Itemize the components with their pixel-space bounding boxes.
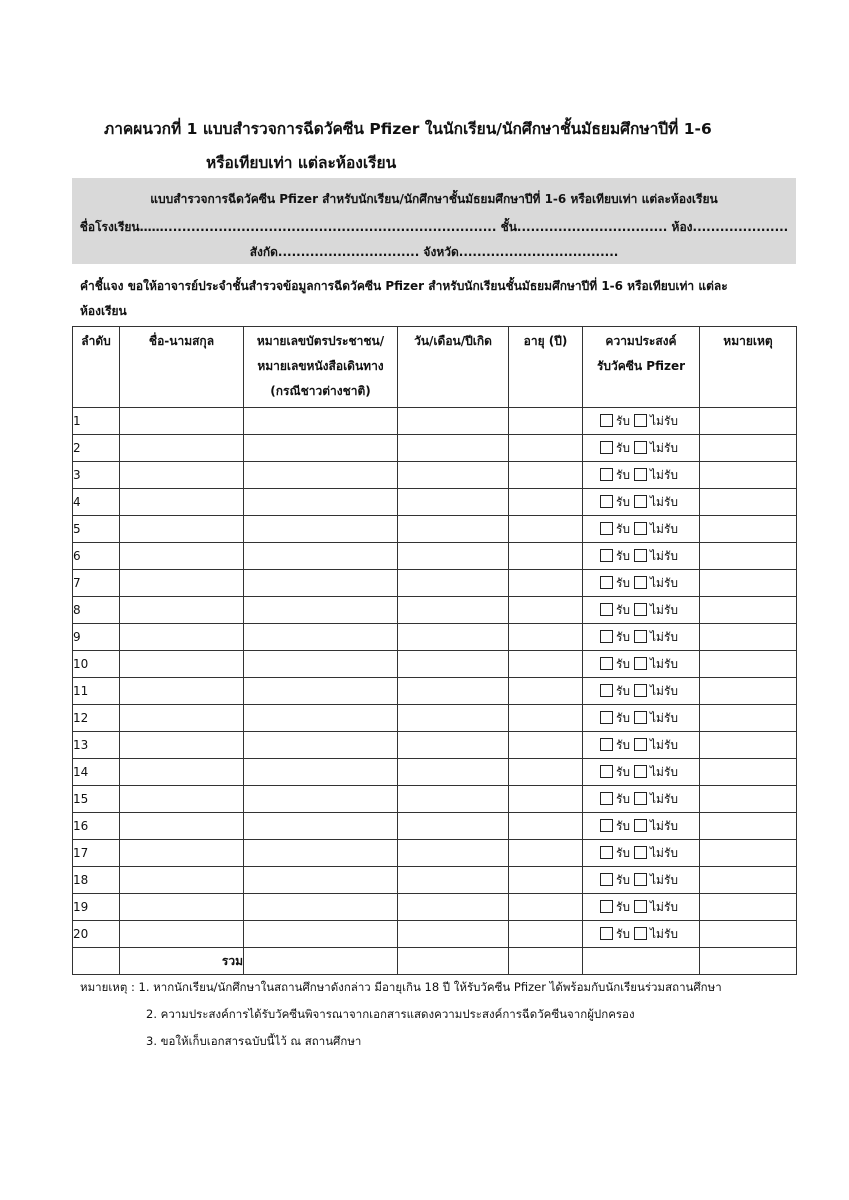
- name-cell[interactable]: [120, 624, 244, 651]
- consent-cell: [583, 570, 700, 597]
- accept-label: รับ: [615, 548, 631, 563]
- dob-cell[interactable]: [398, 813, 509, 840]
- accept-label: รับ: [615, 872, 631, 887]
- table-row: [73, 435, 797, 462]
- id-cell[interactable]: [244, 489, 398, 516]
- accept-checkbox[interactable]: [600, 576, 613, 589]
- survey-table: [72, 326, 797, 975]
- dob-cell[interactable]: [398, 435, 509, 462]
- consent-cell: [583, 651, 700, 678]
- dob-cell[interactable]: [398, 651, 509, 678]
- decline-label: ไม่รับ: [650, 737, 679, 752]
- consent-cell: [583, 408, 700, 435]
- decline-checkbox[interactable]: [634, 657, 647, 670]
- consent-cell: [583, 894, 700, 921]
- accept-checkbox[interactable]: [600, 765, 613, 778]
- dob-cell[interactable]: [398, 705, 509, 732]
- consent-cell: [583, 921, 700, 948]
- age-cell[interactable]: [509, 867, 583, 894]
- page-title: ภาคผนวกที่ 1 แบบสำรวจการฉีดวัคซีน Pfizer ในนักเรียน/นักศึกษาชั้นมัธยมศึกษาปีที่ 1-6: [104, 120, 712, 138]
- table-row: [73, 489, 797, 516]
- dob-cell[interactable]: [398, 840, 509, 867]
- id-cell[interactable]: [244, 543, 398, 570]
- row-number: 11: [73, 678, 120, 705]
- name-cell[interactable]: [120, 813, 244, 840]
- accept-checkbox[interactable]: [600, 495, 613, 508]
- decline-checkbox[interactable]: [634, 603, 647, 616]
- row-number: 8: [73, 597, 120, 624]
- consent-cell: [583, 759, 700, 786]
- dob-cell[interactable]: [398, 570, 509, 597]
- age-cell[interactable]: [509, 651, 583, 678]
- consent-cell: [583, 813, 700, 840]
- header-dob: วัน/เดือน/ปีเกิด: [398, 327, 509, 408]
- header-id-line2: หมายเลขหนังสือเดินทาง: [257, 359, 384, 373]
- accept-checkbox[interactable]: [600, 846, 613, 859]
- name-cell[interactable]: [120, 543, 244, 570]
- age-cell[interactable]: [509, 462, 583, 489]
- decline-label: ไม่รับ: [650, 845, 679, 860]
- remark-cell[interactable]: [700, 921, 797, 948]
- decline-label: ไม่รับ: [650, 710, 679, 725]
- accept-label: รับ: [615, 575, 631, 590]
- accept-label: รับ: [615, 683, 631, 698]
- age-cell[interactable]: [509, 759, 583, 786]
- table-row: [73, 705, 797, 732]
- remark-cell[interactable]: [700, 435, 797, 462]
- id-cell[interactable]: [244, 624, 398, 651]
- name-cell[interactable]: [120, 516, 244, 543]
- remark-cell[interactable]: [700, 462, 797, 489]
- accept-checkbox[interactable]: [600, 603, 613, 616]
- decline-checkbox[interactable]: [634, 495, 647, 508]
- note-1: หมายเหตุ : 1. หากนักเรียน/นักศึกษาในสถานศึกษาดังกล่าว มีอายุเกิน 18 ปี ให้รับวัคซีน Pfizer ได้พร้อมกับนักเรียนร่วมสถานศึกษา: [80, 980, 722, 994]
- decline-checkbox[interactable]: [634, 738, 647, 751]
- row-number: 16: [73, 813, 120, 840]
- row-number: 10: [73, 651, 120, 678]
- total-age-cell: [509, 948, 583, 975]
- remark-cell[interactable]: [700, 678, 797, 705]
- age-cell[interactable]: [509, 597, 583, 624]
- accept-label: รับ: [615, 440, 631, 455]
- notes-section: [80, 974, 722, 1055]
- age-cell[interactable]: [509, 543, 583, 570]
- dob-cell[interactable]: [398, 678, 509, 705]
- name-cell[interactable]: [120, 705, 244, 732]
- consent-cell: [583, 678, 700, 705]
- name-cell[interactable]: [120, 678, 244, 705]
- table-row: [73, 543, 797, 570]
- id-cell[interactable]: [244, 759, 398, 786]
- decline-checkbox[interactable]: [634, 819, 647, 832]
- dob-cell[interactable]: [398, 543, 509, 570]
- id-cell[interactable]: [244, 597, 398, 624]
- id-cell[interactable]: [244, 435, 398, 462]
- total-dob-cell: [398, 948, 509, 975]
- row-number: 9: [73, 624, 120, 651]
- accept-checkbox[interactable]: [600, 657, 613, 670]
- id-cell[interactable]: [244, 813, 398, 840]
- total-row: [73, 948, 797, 975]
- accept-checkbox[interactable]: [600, 441, 613, 454]
- remark-cell[interactable]: [700, 786, 797, 813]
- id-cell[interactable]: [244, 462, 398, 489]
- remark-cell[interactable]: [700, 813, 797, 840]
- consent-cell: [583, 489, 700, 516]
- remark-cell[interactable]: [700, 570, 797, 597]
- accept-label: รับ: [615, 764, 631, 779]
- accept-checkbox[interactable]: [600, 873, 613, 886]
- consent-cell: [583, 624, 700, 651]
- header-id: [244, 327, 398, 408]
- accept-checkbox[interactable]: [600, 900, 613, 913]
- decline-label: ไม่รับ: [650, 791, 679, 806]
- id-cell[interactable]: [244, 678, 398, 705]
- name-cell[interactable]: [120, 489, 244, 516]
- consent-cell: [583, 705, 700, 732]
- accept-label: รับ: [615, 845, 631, 860]
- row-number: 20: [73, 921, 120, 948]
- accept-checkbox[interactable]: [600, 684, 613, 697]
- id-cell[interactable]: [244, 651, 398, 678]
- id-cell[interactable]: [244, 786, 398, 813]
- decline-checkbox[interactable]: [634, 684, 647, 697]
- accept-checkbox[interactable]: [600, 927, 613, 940]
- remark-cell[interactable]: [700, 894, 797, 921]
- accept-label: รับ: [615, 602, 631, 617]
- age-cell[interactable]: [509, 408, 583, 435]
- header-no: ลำดับ: [73, 327, 120, 408]
- id-cell[interactable]: [244, 516, 398, 543]
- dob-cell[interactable]: [398, 516, 509, 543]
- consent-cell: [583, 867, 700, 894]
- decline-checkbox[interactable]: [634, 900, 647, 913]
- decline-label: ไม่รับ: [650, 926, 679, 941]
- decline-checkbox[interactable]: [634, 522, 647, 535]
- header-id-line1: หมายเลขบัตรประชาชน/: [256, 334, 385, 348]
- name-cell[interactable]: [120, 786, 244, 813]
- name-cell[interactable]: [120, 597, 244, 624]
- table-row: [73, 516, 797, 543]
- table-row: [73, 624, 797, 651]
- id-cell[interactable]: [244, 867, 398, 894]
- dob-cell[interactable]: [398, 624, 509, 651]
- age-cell[interactable]: [509, 570, 583, 597]
- consent-cell: [583, 543, 700, 570]
- age-cell[interactable]: [509, 678, 583, 705]
- accept-label: รับ: [615, 413, 631, 428]
- accept-checkbox[interactable]: [600, 630, 613, 643]
- decline-checkbox[interactable]: [634, 630, 647, 643]
- row-number: 4: [73, 489, 120, 516]
- table-row: [73, 651, 797, 678]
- accept-label: รับ: [615, 710, 631, 725]
- age-cell[interactable]: [509, 516, 583, 543]
- accept-checkbox[interactable]: [600, 468, 613, 481]
- consent-cell: [583, 462, 700, 489]
- age-cell[interactable]: [509, 624, 583, 651]
- remark-cell[interactable]: [700, 489, 797, 516]
- accept-label: รับ: [615, 629, 631, 644]
- consent-cell: [583, 786, 700, 813]
- dob-cell[interactable]: [398, 408, 509, 435]
- dob-cell[interactable]: [398, 786, 509, 813]
- decline-label: ไม่รับ: [650, 818, 679, 833]
- dob-cell[interactable]: [398, 597, 509, 624]
- total-consent-cell[interactable]: [583, 948, 700, 975]
- decline-checkbox[interactable]: [634, 711, 647, 724]
- school-info-line: ชื่อโรงเรียน……......................................................................... ชั้น................................. ห้อง.....................: [79, 220, 789, 234]
- table-row: [73, 813, 797, 840]
- decline-checkbox[interactable]: [634, 549, 647, 562]
- name-cell[interactable]: [120, 759, 244, 786]
- accept-label: รับ: [615, 656, 631, 671]
- decline-label: ไม่รับ: [650, 899, 679, 914]
- remark-cell[interactable]: [700, 840, 797, 867]
- decline-label: ไม่รับ: [650, 629, 679, 644]
- remark-cell[interactable]: [700, 705, 797, 732]
- id-cell[interactable]: [244, 570, 398, 597]
- dob-cell[interactable]: [398, 759, 509, 786]
- remark-cell[interactable]: [700, 867, 797, 894]
- decline-label: ไม่รับ: [650, 413, 679, 428]
- table-header-row: [73, 327, 797, 408]
- remark-cell[interactable]: [700, 624, 797, 651]
- header-name: ชื่อ-นามสกุล: [120, 327, 244, 408]
- consent-cell: [583, 516, 700, 543]
- header-id-line3: (กรณีชาวต่างชาติ): [270, 384, 371, 398]
- remark-cell[interactable]: [700, 543, 797, 570]
- remark-cell[interactable]: [700, 651, 797, 678]
- page-subtitle: หรือเทียบเท่า แต่ละห้องเรียน: [206, 154, 397, 172]
- dob-cell[interactable]: [398, 489, 509, 516]
- id-cell[interactable]: [244, 732, 398, 759]
- age-cell[interactable]: [509, 435, 583, 462]
- decline-checkbox[interactable]: [634, 927, 647, 940]
- decline-checkbox[interactable]: [634, 873, 647, 886]
- remark-cell[interactable]: [700, 408, 797, 435]
- name-cell[interactable]: [120, 651, 244, 678]
- decline-checkbox[interactable]: [634, 846, 647, 859]
- row-number: 15: [73, 786, 120, 813]
- decline-label: ไม่รับ: [650, 683, 679, 698]
- accept-checkbox[interactable]: [600, 414, 613, 427]
- header-age: อายุ (ปี): [509, 327, 583, 408]
- remark-cell[interactable]: [700, 759, 797, 786]
- consent-cell: [583, 597, 700, 624]
- note-2: 2. ความประสงค์การได้รับวัคซีนพิจารณาจากเอกสารแสดงความประสงค์การฉีดวัคซีนจากผู้ปกครอง: [146, 1007, 635, 1021]
- consent-cell: [583, 435, 700, 462]
- accept-label: รับ: [615, 926, 631, 941]
- decline-checkbox[interactable]: [634, 765, 647, 778]
- row-number: 6: [73, 543, 120, 570]
- note-3: 3. ขอให้เก็บเอกสารฉบับนี้ไว้ ณ สถานศึกษา: [146, 1034, 362, 1048]
- decline-checkbox[interactable]: [634, 792, 647, 805]
- accept-label: รับ: [615, 521, 631, 536]
- name-cell[interactable]: [120, 921, 244, 948]
- accept-label: รับ: [615, 899, 631, 914]
- age-cell[interactable]: [509, 732, 583, 759]
- decline-label: ไม่รับ: [650, 575, 679, 590]
- remark-cell[interactable]: [700, 516, 797, 543]
- remark-cell[interactable]: [700, 597, 797, 624]
- decline-label: ไม่รับ: [650, 467, 679, 482]
- instruction-text: คำชี้แจง ขอให้อาจารย์ประจำชั้นสำรวจข้อมูลการฉีดวัคซีน Pfizer สำหรับนักเรียนชั้นมัธยมศึกษาปีที่ 1-6 หรือเทียบเท่า แต่ละห้องเรียน: [80, 279, 728, 318]
- table-row: [73, 678, 797, 705]
- row-number: 3: [73, 462, 120, 489]
- table-row: [73, 840, 797, 867]
- row-number: 18: [73, 867, 120, 894]
- row-number: 19: [73, 894, 120, 921]
- row-number: 12: [73, 705, 120, 732]
- dob-cell[interactable]: [398, 462, 509, 489]
- consent-cell: [583, 732, 700, 759]
- name-cell[interactable]: [120, 570, 244, 597]
- table-row: [73, 570, 797, 597]
- id-cell[interactable]: [244, 921, 398, 948]
- decline-label: ไม่รับ: [650, 440, 679, 455]
- decline-label: ไม่รับ: [650, 656, 679, 671]
- id-cell[interactable]: [244, 408, 398, 435]
- total-remark-cell: [700, 948, 797, 975]
- header-remark: หมายเหตุ: [700, 327, 797, 408]
- table-row: [73, 597, 797, 624]
- accept-label: รับ: [615, 737, 631, 752]
- id-cell[interactable]: [244, 840, 398, 867]
- age-cell[interactable]: [509, 813, 583, 840]
- total-label: รวม: [120, 948, 244, 975]
- table-row: [73, 867, 797, 894]
- form-header-box: [72, 178, 796, 264]
- table-row: [73, 786, 797, 813]
- dob-cell[interactable]: [398, 894, 509, 921]
- age-cell[interactable]: [509, 894, 583, 921]
- header-consent: [583, 327, 700, 408]
- accept-label: รับ: [615, 818, 631, 833]
- name-cell[interactable]: [120, 435, 244, 462]
- header-consent-line2: รับวัคซีน Pfizer: [596, 359, 686, 373]
- row-number: 17: [73, 840, 120, 867]
- accept-checkbox[interactable]: [600, 522, 613, 535]
- age-cell[interactable]: [509, 786, 583, 813]
- decline-checkbox[interactable]: [634, 576, 647, 589]
- accept-checkbox[interactable]: [600, 711, 613, 724]
- accept-label: รับ: [615, 467, 631, 482]
- age-cell[interactable]: [509, 705, 583, 732]
- name-cell[interactable]: [120, 894, 244, 921]
- total-id-cell: [244, 948, 398, 975]
- table-row: [73, 408, 797, 435]
- accept-label: รับ: [615, 791, 631, 806]
- row-number: 7: [73, 570, 120, 597]
- row-number: 1: [73, 408, 120, 435]
- table-row: [73, 462, 797, 489]
- table-row: [73, 921, 797, 948]
- age-cell[interactable]: [509, 489, 583, 516]
- accept-label: รับ: [615, 494, 631, 509]
- row-number: 14: [73, 759, 120, 786]
- table-row: [73, 732, 797, 759]
- consent-cell: [583, 840, 700, 867]
- row-number: 13: [73, 732, 120, 759]
- decline-label: ไม่รับ: [650, 548, 679, 563]
- decline-label: ไม่รับ: [650, 764, 679, 779]
- accept-checkbox[interactable]: [600, 819, 613, 832]
- decline-label: ไม่รับ: [650, 521, 679, 536]
- name-cell[interactable]: [120, 840, 244, 867]
- age-cell[interactable]: [509, 921, 583, 948]
- name-cell[interactable]: [120, 408, 244, 435]
- affiliation-province-line: สังกัด............................... จังหวัด...................................: [249, 245, 619, 259]
- age-cell[interactable]: [509, 840, 583, 867]
- accept-checkbox[interactable]: [600, 792, 613, 805]
- accept-checkbox[interactable]: [600, 738, 613, 751]
- accept-checkbox[interactable]: [600, 549, 613, 562]
- table-body: [73, 408, 797, 975]
- table-row: [73, 759, 797, 786]
- total-no-cell: [73, 948, 120, 975]
- remark-cell[interactable]: [700, 732, 797, 759]
- dob-cell[interactable]: [398, 867, 509, 894]
- decline-checkbox[interactable]: [634, 468, 647, 481]
- decline-checkbox[interactable]: [634, 441, 647, 454]
- name-cell[interactable]: [120, 732, 244, 759]
- header-consent-line1: ความประสงค์: [605, 334, 677, 348]
- table-row: [73, 894, 797, 921]
- dob-cell[interactable]: [398, 732, 509, 759]
- id-cell[interactable]: [244, 705, 398, 732]
- dob-cell[interactable]: [398, 921, 509, 948]
- row-number: 5: [73, 516, 120, 543]
- decline-checkbox[interactable]: [634, 414, 647, 427]
- form-header-title: แบบสำรวจการฉีดวัคซีน Pfizer สำหรับนักเรียน/นักศึกษาชั้นมัธยมศึกษาปีที่ 1-6 หรือเทียบเท่า แต่ละห้องเรียน: [150, 192, 718, 206]
- decline-label: ไม่รับ: [650, 602, 679, 617]
- decline-label: ไม่รับ: [650, 494, 679, 509]
- name-cell[interactable]: [120, 867, 244, 894]
- decline-label: ไม่รับ: [650, 872, 679, 887]
- row-number: 2: [73, 435, 120, 462]
- name-cell[interactable]: [120, 462, 244, 489]
- id-cell[interactable]: [244, 894, 398, 921]
